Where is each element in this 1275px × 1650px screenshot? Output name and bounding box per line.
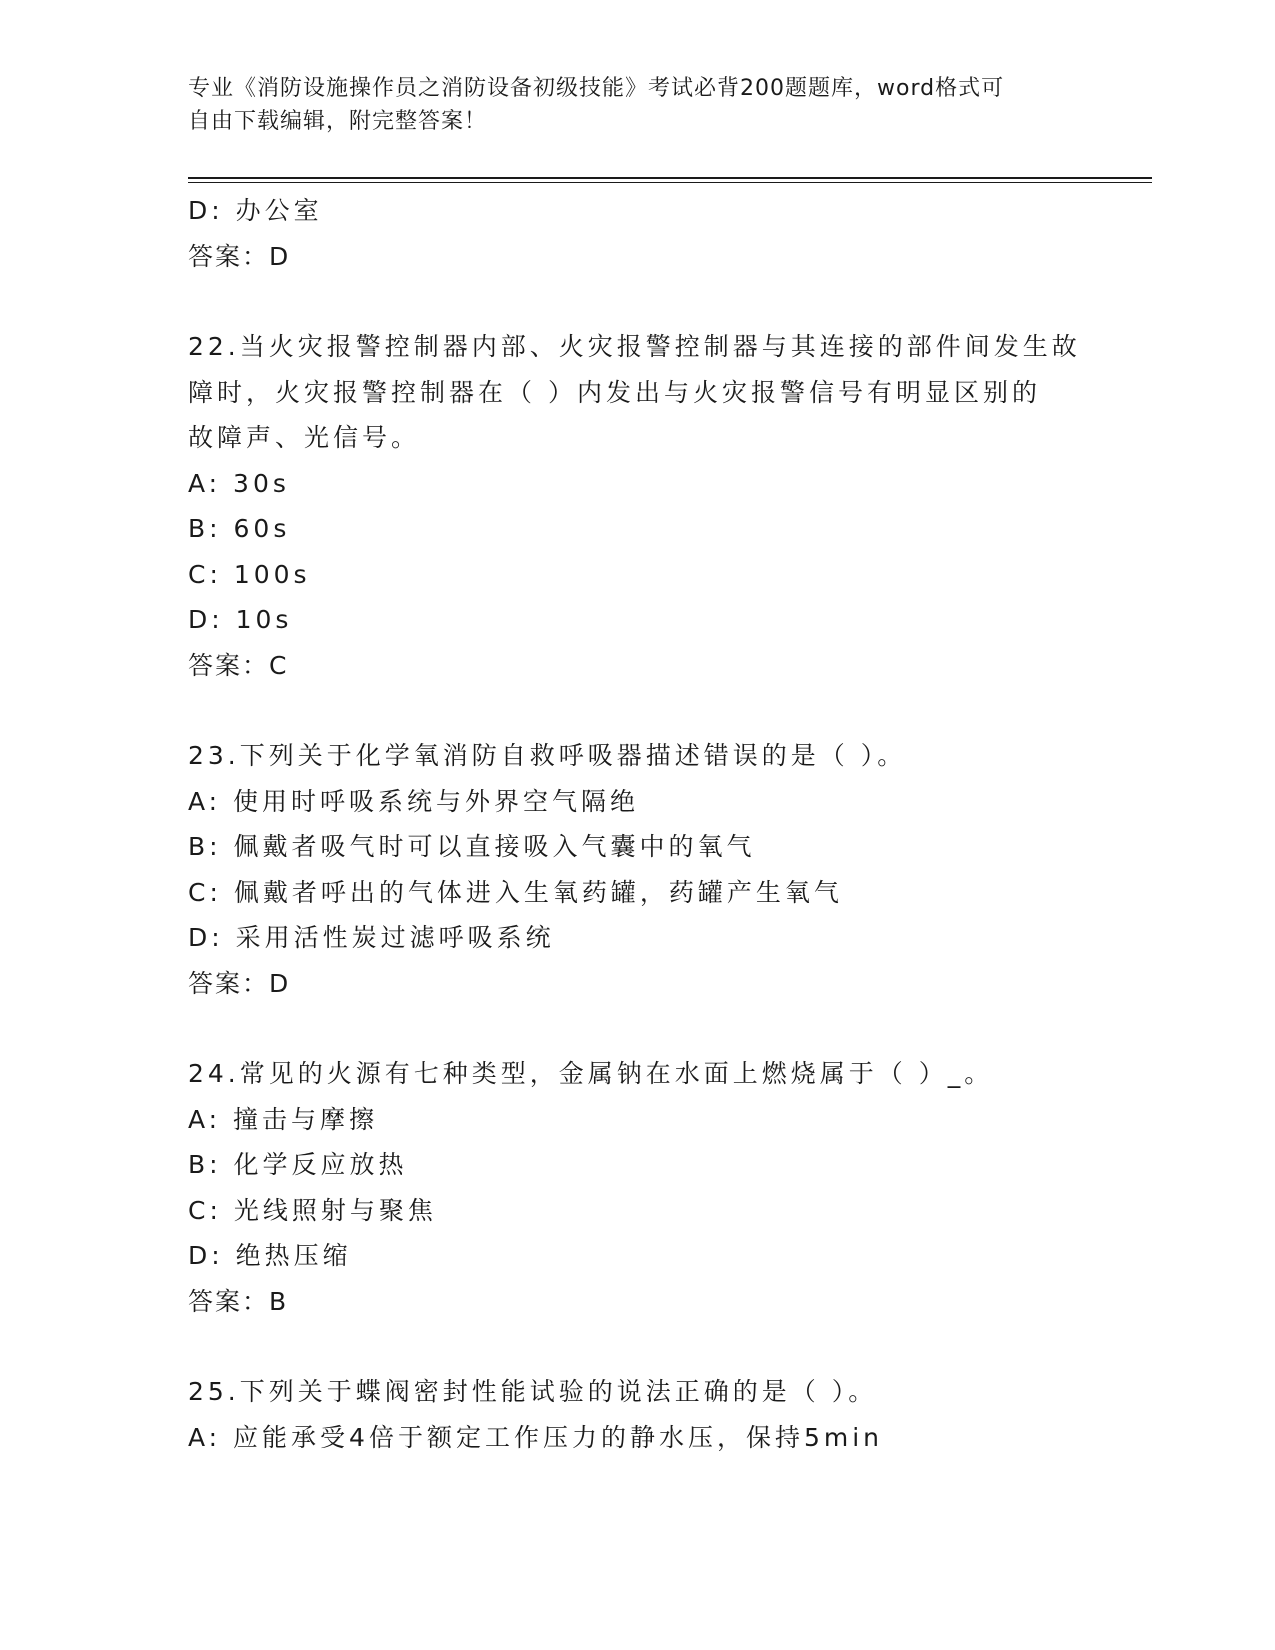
option-b: B: 60s [188, 514, 291, 543]
spacer [188, 688, 1088, 733]
spacer [188, 1006, 1088, 1051]
page-header [188, 72, 1068, 138]
header-divider-thin [188, 182, 1152, 183]
spacer [188, 1324, 1088, 1369]
option-b: B: 化学反应放热 [188, 1150, 408, 1179]
option-d: D: 采用活性炭过滤呼吸系统 [188, 923, 555, 952]
question-23 [188, 733, 1088, 1006]
answer: 答案：D [188, 968, 291, 998]
header-line-2: 自由下载编辑，附完整答案！ [188, 109, 488, 134]
carryover-answer: 答案：D [188, 241, 291, 271]
carryover-option-d: D: 办公室 [188, 196, 323, 225]
question-stem-line: 25.下列关于蝶阀密封性能试验的说法正确的是（ ）。 [188, 1377, 878, 1406]
question-24 [188, 1051, 1088, 1324]
header-line-1: 专业《消防设施操作员之消防设备初级技能》考试必背200题题库，word格式可 [188, 76, 1005, 101]
option-b: B: 佩戴者吸气时可以直接吸入气囊中的氧气 [188, 832, 756, 861]
question-22 [188, 324, 1088, 688]
question-25 [188, 1369, 1088, 1460]
question-stem-line: 24.常见的火源有七种类型，金属钠在水面上燃烧属于（ ）_。 [188, 1059, 994, 1088]
question-content [188, 188, 1088, 1460]
option-c: C: 100s [188, 559, 311, 589]
option-c: C: 佩戴者呼出的气体进入生氧药罐，药罐产生氧气 [188, 877, 843, 907]
header-divider-thick [188, 177, 1152, 179]
option-c: C: 光线照射与聚焦 [188, 1195, 437, 1225]
option-a: A: 撞击与摩擦 [188, 1104, 379, 1134]
question-stem-line: 23.下列关于化学氧消防自救呼吸器描述错误的是（ ）。 [188, 741, 907, 770]
question-stem-line: 障时，火灾报警控制器在（ ）内发出与火灾报警信号有明显区别的 [188, 377, 1041, 407]
spacer [188, 279, 1088, 324]
option-a: A: 应能承受4倍于额定工作压力的静水压，保持5min [188, 1422, 883, 1452]
question-stem-line: 故障声、光信号。 [188, 423, 421, 452]
answer: 答案：C [188, 650, 289, 680]
option-a: A: 30s [188, 468, 290, 498]
option-a: A: 使用时呼吸系统与外界空气隔绝 [188, 786, 640, 816]
option-d: D: 10s [188, 605, 293, 634]
question-stem-line: 22.当火灾报警控制器内部、火灾报警控制器与其连接的部件间发生故 [188, 332, 1081, 361]
answer: 答案：B [188, 1286, 289, 1316]
option-d: D: 绝热压缩 [188, 1241, 352, 1270]
